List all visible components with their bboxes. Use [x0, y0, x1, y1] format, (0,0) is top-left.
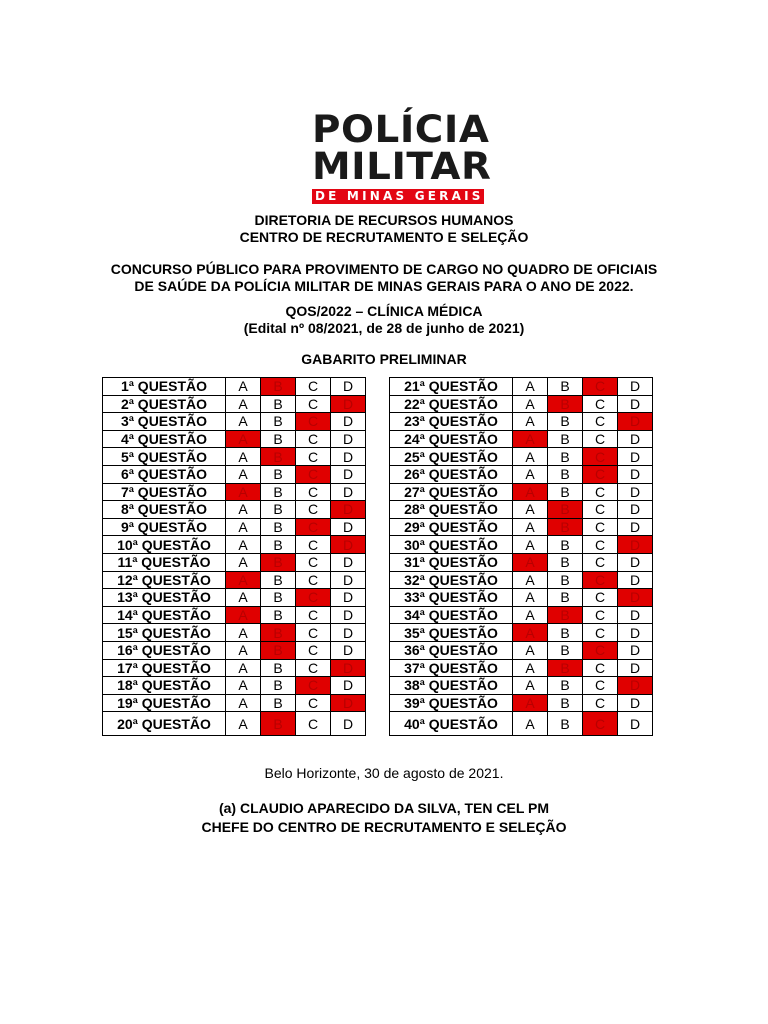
correct-option-cell: D: [331, 395, 366, 413]
option-cell: D: [331, 483, 366, 501]
question-label: 11ª QUESTÃO: [103, 553, 226, 571]
correct-option-cell: D: [618, 589, 653, 607]
option-cell: B: [261, 465, 296, 483]
correct-option-cell: C: [296, 677, 331, 695]
answer-row: [390, 483, 653, 501]
question-label: 29ª QUESTÃO: [390, 518, 513, 536]
option-cell: D: [331, 465, 366, 483]
answer-row: [390, 677, 653, 695]
option-cell: D: [331, 518, 366, 536]
question-label: 16ª QUESTÃO: [103, 641, 226, 659]
question-label: 6ª QUESTÃO: [103, 465, 226, 483]
option-cell: A: [513, 571, 548, 589]
option-cell: C: [296, 712, 331, 736]
correct-option-cell: A: [226, 606, 261, 624]
answer-row: [103, 465, 366, 483]
correct-option-cell: D: [331, 694, 366, 712]
option-cell: D: [331, 378, 366, 396]
correct-option-cell: B: [548, 501, 583, 519]
question-label: 25ª QUESTÃO: [390, 448, 513, 466]
question-label: 1ª QUESTÃO: [103, 378, 226, 396]
correct-option-cell: B: [261, 378, 296, 396]
question-label: 18ª QUESTÃO: [103, 677, 226, 695]
question-label: 33ª QUESTÃO: [390, 589, 513, 607]
option-cell: B: [548, 589, 583, 607]
question-label: 21ª QUESTÃO: [390, 378, 513, 396]
option-cell: B: [261, 536, 296, 554]
correct-option-cell: D: [331, 659, 366, 677]
question-label: 13ª QUESTÃO: [103, 589, 226, 607]
option-cell: A: [513, 413, 548, 431]
option-cell: A: [226, 501, 261, 519]
answer-table-right: [389, 377, 653, 736]
answer-row: [103, 694, 366, 712]
option-cell: D: [618, 378, 653, 396]
option-cell: D: [618, 465, 653, 483]
answer-row: [103, 395, 366, 413]
option-cell: A: [513, 448, 548, 466]
option-cell: C: [296, 501, 331, 519]
answer-row: [390, 553, 653, 571]
option-cell: A: [513, 659, 548, 677]
correct-option-cell: C: [296, 518, 331, 536]
correct-option-cell: A: [226, 571, 261, 589]
option-cell: C: [583, 501, 618, 519]
question-label: 19ª QUESTÃO: [103, 694, 226, 712]
header-directorate-block: [0, 212, 768, 246]
signature-block: [0, 799, 768, 837]
option-cell: D: [331, 712, 366, 736]
correct-option-cell: D: [618, 536, 653, 554]
question-label: 17ª QUESTÃO: [103, 659, 226, 677]
answer-row: [103, 589, 366, 607]
option-cell: D: [331, 641, 366, 659]
option-cell: B: [548, 536, 583, 554]
option-cell: C: [583, 413, 618, 431]
answer-row: [390, 694, 653, 712]
option-cell: A: [226, 624, 261, 642]
option-cell: B: [548, 641, 583, 659]
option-cell: A: [513, 606, 548, 624]
correct-option-cell: C: [296, 589, 331, 607]
question-label: 5ª QUESTÃO: [103, 448, 226, 466]
correct-option-cell: C: [583, 641, 618, 659]
option-cell: A: [226, 378, 261, 396]
correct-option-cell: B: [548, 518, 583, 536]
option-cell: C: [296, 483, 331, 501]
option-cell: C: [296, 571, 331, 589]
option-cell: A: [513, 589, 548, 607]
option-cell: D: [331, 553, 366, 571]
answer-row: [390, 536, 653, 554]
option-cell: A: [226, 677, 261, 695]
question-label: 9ª QUESTÃO: [103, 518, 226, 536]
correct-option-cell: B: [261, 641, 296, 659]
option-cell: C: [296, 606, 331, 624]
option-cell: A: [226, 395, 261, 413]
correct-option-cell: C: [296, 465, 331, 483]
answer-row: [390, 624, 653, 642]
question-label: 35ª QUESTÃO: [390, 624, 513, 642]
correct-option-cell: C: [583, 448, 618, 466]
option-cell: D: [618, 395, 653, 413]
option-cell: D: [618, 518, 653, 536]
option-cell: B: [548, 694, 583, 712]
question-label: 40ª QUESTÃO: [390, 712, 513, 736]
question-label: 26ª QUESTÃO: [390, 465, 513, 483]
option-cell: D: [618, 571, 653, 589]
contest-title-block: [0, 261, 768, 295]
answer-row: [390, 378, 653, 396]
option-cell: B: [261, 413, 296, 431]
option-cell: A: [226, 712, 261, 736]
correct-option-cell: B: [548, 606, 583, 624]
answer-row: [103, 536, 366, 554]
option-cell: B: [261, 589, 296, 607]
option-cell: A: [226, 536, 261, 554]
option-cell: C: [296, 641, 331, 659]
option-cell: B: [261, 694, 296, 712]
correct-option-cell: C: [583, 712, 618, 736]
logo-line-militar: MILITAR: [312, 145, 492, 188]
correct-option-cell: D: [618, 413, 653, 431]
answer-row: [390, 659, 653, 677]
answer-row: [103, 448, 366, 466]
option-cell: B: [261, 606, 296, 624]
question-label: 22ª QUESTÃO: [390, 395, 513, 413]
correct-option-cell: C: [583, 571, 618, 589]
option-cell: C: [583, 395, 618, 413]
correct-option-cell: A: [513, 694, 548, 712]
answer-row: [103, 659, 366, 677]
question-label: 28ª QUESTÃO: [390, 501, 513, 519]
correct-option-cell: B: [261, 712, 296, 736]
pmmg-logo: [312, 108, 492, 203]
question-label: 12ª QUESTÃO: [103, 571, 226, 589]
option-cell: B: [548, 483, 583, 501]
question-label: 31ª QUESTÃO: [390, 553, 513, 571]
option-cell: D: [331, 571, 366, 589]
option-cell: A: [513, 501, 548, 519]
option-cell: D: [618, 712, 653, 736]
option-cell: D: [618, 448, 653, 466]
option-cell: B: [261, 430, 296, 448]
option-cell: A: [226, 518, 261, 536]
correct-option-cell: A: [226, 483, 261, 501]
question-label: 32ª QUESTÃO: [390, 571, 513, 589]
answer-row: [103, 606, 366, 624]
answer-row: [390, 571, 653, 589]
question-label: 38ª QUESTÃO: [390, 677, 513, 695]
option-cell: A: [513, 378, 548, 396]
option-cell: D: [331, 624, 366, 642]
option-cell: C: [583, 659, 618, 677]
option-cell: D: [618, 553, 653, 571]
option-cell: D: [618, 606, 653, 624]
answer-row: [103, 501, 366, 519]
option-cell: C: [296, 553, 331, 571]
option-cell: B: [261, 395, 296, 413]
option-cell: C: [583, 694, 618, 712]
answer-row: [103, 641, 366, 659]
option-cell: B: [261, 571, 296, 589]
answer-row: [103, 378, 366, 396]
option-cell: C: [296, 378, 331, 396]
option-cell: A: [513, 395, 548, 413]
option-cell: B: [261, 501, 296, 519]
option-cell: C: [583, 483, 618, 501]
qos-block: [0, 303, 768, 337]
option-cell: C: [583, 518, 618, 536]
option-cell: A: [226, 694, 261, 712]
signature-name: (a) CLAUDIO APARECIDO DA SILVA, TEN CEL PM: [218, 800, 550, 816]
question-label: 10ª QUESTÃO: [103, 536, 226, 554]
question-label: 39ª QUESTÃO: [390, 694, 513, 712]
option-cell: A: [226, 589, 261, 607]
option-cell: B: [261, 677, 296, 695]
option-cell: B: [548, 413, 583, 431]
option-cell: C: [583, 677, 618, 695]
option-cell: D: [331, 448, 366, 466]
option-cell: C: [296, 659, 331, 677]
question-label: 20ª QUESTÃO: [103, 712, 226, 736]
option-cell: C: [296, 536, 331, 554]
question-label: 2ª QUESTÃO: [103, 395, 226, 413]
option-cell: A: [513, 536, 548, 554]
answer-row: [390, 465, 653, 483]
option-cell: A: [513, 641, 548, 659]
question-label: 24ª QUESTÃO: [390, 430, 513, 448]
answer-row: [103, 624, 366, 642]
option-cell: D: [618, 694, 653, 712]
edital-reference: (Edital nº 08/2021, de 28 de junho de 2021): [243, 320, 525, 336]
qos-title: QOS/2022 – CLÍNICA MÉDICA: [285, 303, 483, 319]
option-cell: B: [548, 624, 583, 642]
answer-row: [390, 501, 653, 519]
center-title: CENTRO DE RECRUTAMENTO E SELEÇÃO: [239, 229, 529, 245]
option-cell: A: [226, 553, 261, 571]
answer-row: [103, 553, 366, 571]
option-cell: A: [513, 677, 548, 695]
correct-option-cell: A: [513, 553, 548, 571]
correct-option-cell: C: [296, 413, 331, 431]
correct-option-cell: B: [548, 395, 583, 413]
option-cell: C: [296, 694, 331, 712]
answer-row: [103, 430, 366, 448]
question-label: 4ª QUESTÃO: [103, 430, 226, 448]
answer-row: [103, 677, 366, 695]
answer-row: [103, 413, 366, 431]
answer-row: [390, 395, 653, 413]
option-cell: D: [331, 430, 366, 448]
question-label: 30ª QUESTÃO: [390, 536, 513, 554]
question-label: 36ª QUESTÃO: [390, 641, 513, 659]
option-cell: D: [618, 641, 653, 659]
option-cell: D: [331, 677, 366, 695]
directorate-title: DIRETORIA DE RECURSOS HUMANOS: [254, 212, 514, 228]
question-label: 15ª QUESTÃO: [103, 624, 226, 642]
answer-table-left: [102, 377, 366, 736]
question-label: 23ª QUESTÃO: [390, 413, 513, 431]
logo-line-policia: POLÍCIA: [312, 108, 490, 151]
option-cell: C: [583, 589, 618, 607]
option-cell: B: [261, 659, 296, 677]
answer-row: [390, 430, 653, 448]
correct-option-cell: A: [513, 624, 548, 642]
option-cell: A: [226, 641, 261, 659]
option-cell: C: [296, 624, 331, 642]
option-cell: A: [513, 465, 548, 483]
answer-row: [390, 606, 653, 624]
answer-row: [390, 413, 653, 431]
option-cell: C: [296, 430, 331, 448]
option-cell: A: [226, 659, 261, 677]
question-label: 34ª QUESTÃO: [390, 606, 513, 624]
answer-row: [390, 641, 653, 659]
gabarito-title: GABARITO PRELIMINAR: [301, 351, 467, 367]
option-cell: A: [513, 712, 548, 736]
answer-row: [103, 712, 366, 736]
option-cell: B: [261, 483, 296, 501]
answer-row: [390, 518, 653, 536]
option-cell: B: [261, 518, 296, 536]
correct-option-cell: D: [331, 536, 366, 554]
correct-option-cell: B: [261, 448, 296, 466]
correct-option-cell: B: [261, 624, 296, 642]
option-cell: D: [618, 501, 653, 519]
option-cell: A: [513, 518, 548, 536]
correct-option-cell: A: [513, 483, 548, 501]
answer-row: [390, 589, 653, 607]
option-cell: B: [548, 712, 583, 736]
place-date: Belo Horizonte, 30 de agosto de 2021.: [264, 765, 504, 781]
option-cell: C: [583, 606, 618, 624]
option-cell: C: [583, 624, 618, 642]
contest-title-line1: CONCURSO PÚBLICO PARA PROVIMENTO DE CARGO NO QUADRO DE OFICIAIS: [110, 261, 658, 277]
option-cell: B: [548, 571, 583, 589]
correct-option-cell: B: [261, 553, 296, 571]
option-cell: D: [331, 606, 366, 624]
correct-option-cell: A: [226, 430, 261, 448]
option-cell: B: [548, 677, 583, 695]
correct-option-cell: A: [513, 430, 548, 448]
option-cell: A: [226, 465, 261, 483]
option-cell: C: [583, 536, 618, 554]
answer-row: [390, 712, 653, 736]
option-cell: C: [296, 448, 331, 466]
question-label: 37ª QUESTÃO: [390, 659, 513, 677]
answer-row: [390, 448, 653, 466]
option-cell: D: [331, 413, 366, 431]
logo-line-minas-gerais: DE MINAS GERAIS: [312, 189, 484, 204]
signature-role: CHEFE DO CENTRO DE RECRUTAMENTO E SELEÇÃO: [201, 819, 567, 835]
correct-option-cell: B: [548, 659, 583, 677]
option-cell: D: [618, 430, 653, 448]
question-label: 27ª QUESTÃO: [390, 483, 513, 501]
correct-option-cell: D: [331, 501, 366, 519]
option-cell: B: [548, 378, 583, 396]
option-cell: C: [583, 430, 618, 448]
answer-row: [103, 571, 366, 589]
option-cell: A: [226, 413, 261, 431]
question-label: 14ª QUESTÃO: [103, 606, 226, 624]
correct-option-cell: C: [583, 465, 618, 483]
option-cell: D: [331, 589, 366, 607]
answer-row: [103, 518, 366, 536]
option-cell: C: [296, 395, 331, 413]
option-cell: B: [548, 430, 583, 448]
option-cell: D: [618, 624, 653, 642]
option-cell: A: [226, 448, 261, 466]
question-label: 3ª QUESTÃO: [103, 413, 226, 431]
option-cell: B: [548, 553, 583, 571]
question-label: 7ª QUESTÃO: [103, 483, 226, 501]
option-cell: B: [548, 448, 583, 466]
contest-title-line2: DE SAÚDE DA POLÍCIA MILITAR DE MINAS GERAIS PARA O ANO DE 2022.: [134, 278, 634, 294]
answer-row: [103, 483, 366, 501]
question-label: 8ª QUESTÃO: [103, 501, 226, 519]
option-cell: D: [618, 659, 653, 677]
option-cell: C: [583, 553, 618, 571]
correct-option-cell: C: [583, 378, 618, 396]
correct-option-cell: D: [618, 677, 653, 695]
option-cell: D: [618, 483, 653, 501]
option-cell: B: [548, 465, 583, 483]
